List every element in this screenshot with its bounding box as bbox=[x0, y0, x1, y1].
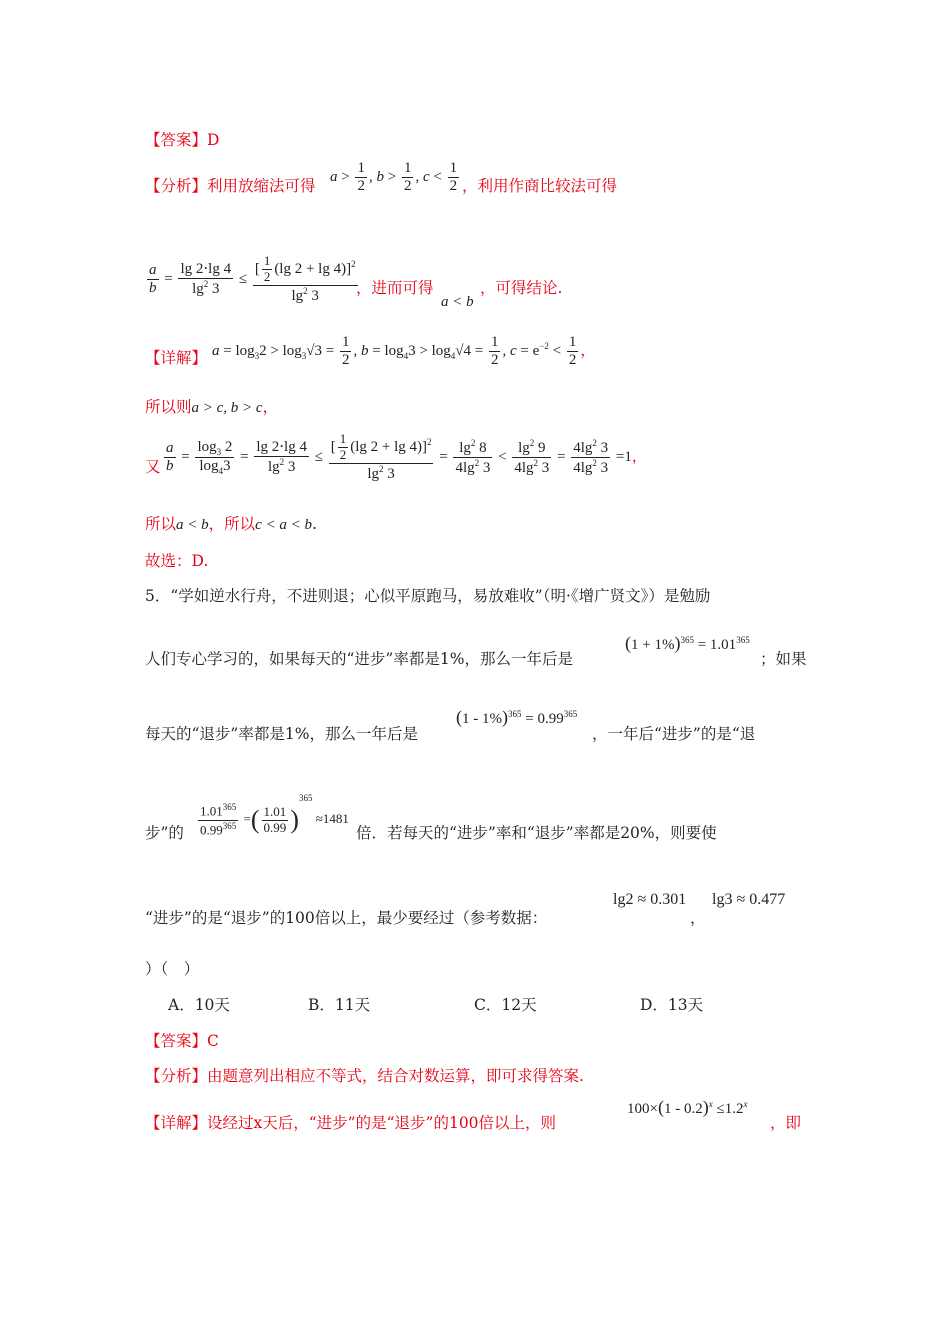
choose-line: 故选：D. bbox=[145, 552, 209, 570]
q5-detail-tag: 【详解】 bbox=[145, 1114, 208, 1132]
q5-stem-line4-a: 步”的 bbox=[145, 824, 184, 842]
conclude-mid: ，所以 bbox=[208, 515, 256, 533]
so-line bbox=[145, 395, 278, 417]
q5-stem-line2-b: ；如果 bbox=[760, 650, 807, 668]
q5-analysis-text: 由题意列出相应不等式，结合对数运算，即可求得答案. bbox=[207, 1067, 584, 1085]
q5-stem-line6: ）（ ） bbox=[145, 960, 200, 978]
q5-answer-line bbox=[145, 1029, 219, 1051]
conclude-end: . bbox=[312, 515, 317, 533]
q5-answer-value: C bbox=[207, 1032, 219, 1050]
q5-stem-line2-math: $(1 + 1\%)^{365} = 1.01^{365}$ bbox=[625, 633, 750, 653]
analysis-text-3: ，进而可得 bbox=[356, 279, 434, 297]
answer-line bbox=[145, 128, 219, 150]
analysis-tag: 【分析】 bbox=[145, 177, 208, 195]
also-prefix: 又 bbox=[145, 458, 161, 476]
q5-stem-line1: 5．“学如逆水行舟，不进则退；心似平原跑马，易放难收”（明·《增广贤文》）是勉励 bbox=[145, 587, 711, 605]
q5-stem-line3-a: 每天的“退步”率都是1%，那么一年后是 bbox=[145, 725, 418, 743]
q5-analysis-tag: 【分析】 bbox=[145, 1067, 208, 1085]
q5-stem-line2-a: 人们专心学习的，如果每天的“进步”率都是1%，那么一年后是 bbox=[145, 650, 573, 668]
option-d[interactable]: D．13天 bbox=[640, 996, 704, 1014]
analysis-line bbox=[145, 174, 316, 196]
q5-stem-line4-math: $\frac{1.01^{365}}{0.99^{365}}$ =( $\frac{1.01}{0.99}$ )$^{365}$ ≈1481 bbox=[200, 793, 349, 837]
option-b[interactable]: B．11天 bbox=[308, 996, 371, 1014]
q5-stem-line4-b: 倍．若每天的“进步”率和“退步”率都是20%，则要使 bbox=[356, 824, 717, 842]
detail-tag: 【详解】 bbox=[145, 349, 208, 367]
q5-answer-tag: 【答案】 bbox=[145, 1032, 208, 1050]
q5-detail-text-b: ，即 bbox=[770, 1114, 802, 1132]
so-suffix: ， bbox=[262, 398, 279, 416]
q5-ref-lg2: lg2 ≈ 0.301 bbox=[613, 891, 687, 908]
q5-detail-line bbox=[145, 1111, 556, 1133]
analysis-math-bounds: a > $\frac{1}{2}$ , b > $\frac{1}{2}$ , c < $\frac{1}{2}$ bbox=[330, 160, 458, 195]
conclude-line bbox=[145, 512, 317, 534]
so-math: a > c, b > c bbox=[191, 400, 263, 416]
q5-detail-text-a: 设经过x天后，“进步”的是“退步”的100倍以上，则 bbox=[207, 1114, 557, 1132]
q5-stem-line5-a: “进步”的是“退步”的100倍以上，最少要经过（参考数据： bbox=[145, 909, 548, 927]
so-prefix: 所以则 bbox=[145, 398, 192, 416]
q5-analysis-line bbox=[145, 1064, 584, 1086]
q5-stem-line3-b: ，一年后“进步”的是“退 bbox=[592, 725, 756, 743]
q5-ref-lg3: lg3 ≈ 0.477 bbox=[712, 891, 786, 908]
analysis-text-4: ，可得结论. bbox=[480, 279, 563, 297]
analysis-text: 利用放缩法可得 bbox=[207, 177, 316, 195]
also-math: $\frac{a}{b}$ = $\frac{\log_3 2}{\log_43}$ = $\frac{\lg 2\cdot\lg 4}{\lg^2 3}$ ≤ [ $\frac{1}{2}$ (lg 2 + lg 4)]$^2$ $\lg^2 3$ = $\frac{\lg^2 8}{4\lg^2 3}$ < $\frac{\lg^2 9}{4\lg^2 3}$ = $\frac{4\lg^2 3}{4\lg^2 3}$ =1， bbox=[166, 431, 647, 482]
conclude-cab: c < a < b bbox=[255, 517, 313, 533]
q5-stem-line3-math: $(1 - 1\%)^{365} = 0.99^{365}$ bbox=[456, 707, 578, 727]
detail-math: $a = \log_32 > \log_3√3$ = $\frac{1}{2}$ , $b = \log_43 > \log_4√4$ = $\frac{1}{2}$ , $c = e^{-2}$ < $\frac{1}{2}$ ， bbox=[212, 334, 596, 369]
answer-tag: 【答案】 bbox=[145, 131, 208, 149]
option-a[interactable]: A．10天 bbox=[168, 996, 230, 1014]
option-c[interactable]: C．12天 bbox=[474, 996, 537, 1014]
analysis-ratio-math: $\frac{a}{b}$ = $\frac{\lg 2\cdot\lg 4}{\lg^2 3}$ ≤ [ $\frac{1}{2}$ (lg 2 + lg 4)]$^2$ $\lg^2 3$ bbox=[149, 253, 356, 304]
analysis-text-2: ，利用作商比较法可得 bbox=[462, 177, 618, 195]
conclude-prefix: 所以 bbox=[145, 515, 177, 533]
analysis-ab: a < b bbox=[441, 294, 474, 310]
also-suffix: ， bbox=[631, 449, 647, 465]
conclude-ab: a < b bbox=[176, 517, 209, 533]
q5-ref-comma: ， bbox=[690, 909, 706, 927]
q5-detail-math: $100\times(1 - 0.2)^x \le 1.2^x$ bbox=[627, 1097, 748, 1117]
answer-value: D bbox=[207, 131, 220, 149]
